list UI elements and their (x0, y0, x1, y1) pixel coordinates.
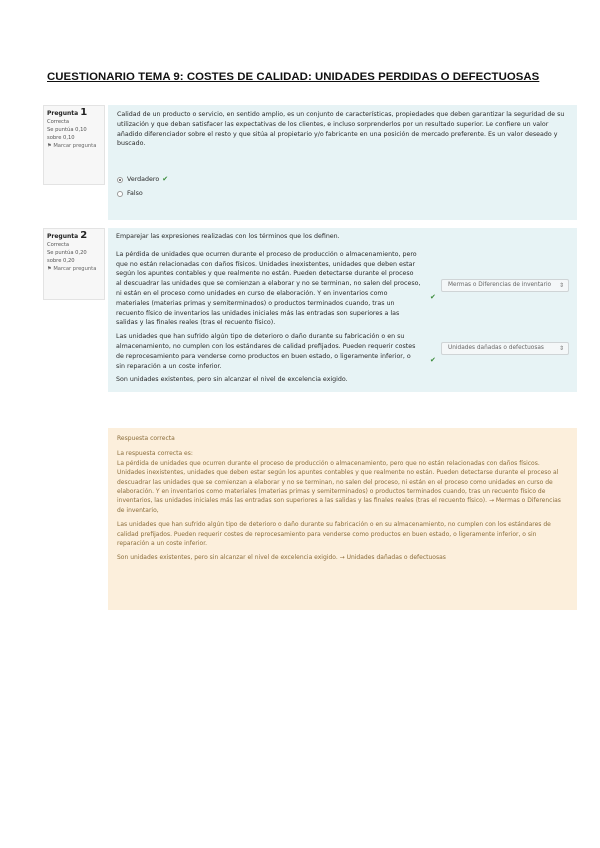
answer-options (117, 175, 568, 199)
flag-icon: ⚑ (47, 143, 52, 149)
question-content-1 (108, 105, 577, 220)
flag-icon: ⚑ (47, 266, 52, 272)
chevron-down-icon: ⇕ (558, 281, 564, 289)
feedback-heading: Respuesta correcta (117, 435, 175, 442)
question-info-2 (43, 228, 105, 300)
match-select-1[interactable] (441, 279, 569, 292)
match-select-2[interactable] (441, 342, 569, 355)
question-info-1 (43, 105, 105, 185)
match-row-1 (116, 250, 569, 328)
flag-question-link[interactable]: ⚑ Marcar pregunta (47, 266, 97, 272)
question-status: Correcta (47, 119, 70, 125)
match-statement: Son unidades existentes, pero sin alcanzar el nivel de excelencia exigido. (116, 376, 348, 384)
match-statement: Las unidades que han sufrido algún tipo de deterioro o daño durante su fabricación o en su almacenamiento, no cumplen con los estándares de calidad prefijados. Pueden requerir costes de reprocesamiento para venderse como productos en buen estado, o ligeramente inferior, o sin reparación a un coste inferior. (116, 333, 416, 370)
feedback-paragraph: La pérdida de unidades que ocurren durante el proceso de producción o almacenamiento, pero que no están relacionadas con daños físicos. Unidades inexistentes, unidades que deben estar según los apuntes contables y que realmente no están. Pueden detectarse durante el proceso al descuadrar las unidades que se comienzan a elaborar y no se terminan, no salen del proceso, ni están en el proceso como unidades en curso de elaboración. Y en inventarios como materiales (materias primas y semiterminados) o productos terminados cuando, tras un recuento físico de inventarios, las unidades iniciales más las entradas son superiores a las salidas y las finales reales (tras el recuento físico). → Mermas o Diferencias de inventario, (117, 459, 561, 514)
selected-value: Mermas o Diferencias de inventario (448, 281, 552, 288)
question-status: Correcta (47, 242, 70, 248)
check-icon: ✔ (430, 356, 436, 365)
feedback-paragraph: Las unidades que han sufrido algún tipo de deterioro o daño durante su fabricación o en su almacenamiento, no cumplen con los estándares de calidad prefijados. Pueden requerir costes de reprocesamiento para venderse como productos en buen estado, o ligeramente inferior, o sin reparación a un coste inferior. (117, 521, 551, 548)
option-label: Falso (127, 189, 143, 197)
question-text: Emparejar las expresiones realizadas con los términos que los definen. (116, 233, 340, 240)
feedback-subheading: La respuesta correcta es: (117, 450, 193, 458)
match-row-2 (116, 332, 569, 371)
question-content-2 (108, 228, 577, 392)
selected-value: Unidades dañadas o defectuosas (448, 345, 544, 352)
feedback-box (108, 428, 577, 610)
page-title: CUESTIONARIO TEMA 9: COSTES DE CALIDAD: UNIDADES PERDIDAS O DEFECTUOSAS (47, 71, 540, 83)
feedback-paragraph: Son unidades existentes, pero sin alcanzar el nivel de excelencia exigido. → Unidades dañadas o defectuosas (117, 554, 446, 562)
radio-true[interactable] (117, 177, 123, 183)
question-score: Se puntúa 0,20 sobre 0,20 (47, 250, 87, 264)
check-icon: ✔ (162, 175, 169, 184)
chevron-down-icon: ⇕ (558, 345, 564, 353)
question-score: Se puntúa 0,10 sobre 0,10 (47, 127, 87, 141)
question-number: Pregunta 2 (47, 230, 88, 241)
option-true[interactable] (117, 175, 568, 185)
question-number: Pregunta 1 (47, 107, 88, 118)
match-statement: La pérdida de unidades que ocurren durante el proceso de producción o almacenamiento, pero que no están relacionadas con daños físicos. Unidades inexistentes, unidades que deben estar según los apuntes contables y que realmente no están. Pueden detectarse durante el proceso al descuadrar las unidades que se comienzan a elaborar y no se terminan, no salen del proceso, ni están en el proceso como unidades en curso de elaboración. Y en inventarios como materiales (materias primas y semiterminados) o productos terminados cuando, tras un recuento físico de inventarios las unidades iniciales más las entradas son superiores a las salidas y las finales reales (tras el recuento físico). (116, 250, 421, 327)
question-text: Calidad de un producto o servicio, en sentido amplio, es un conjunto de características, propiedades que deben garantizar la seguridad de su utilización y que deban satisfacer las expectativas de los clientes, e incluso sorprenderlos por un resultado superior. Le confiere un valor añadido diferenciador sobre el resto y que sitúa al propietario y/o fabricante en una posición de mercado preferente. Es un valor deseado y buscado. (117, 111, 565, 148)
radio-false[interactable] (117, 191, 123, 197)
option-label: Verdadero (127, 176, 160, 184)
option-false[interactable] (117, 189, 568, 199)
flag-question-link[interactable]: ⚑ Marcar pregunta (47, 143, 97, 149)
check-icon: ✔ (430, 292, 436, 301)
